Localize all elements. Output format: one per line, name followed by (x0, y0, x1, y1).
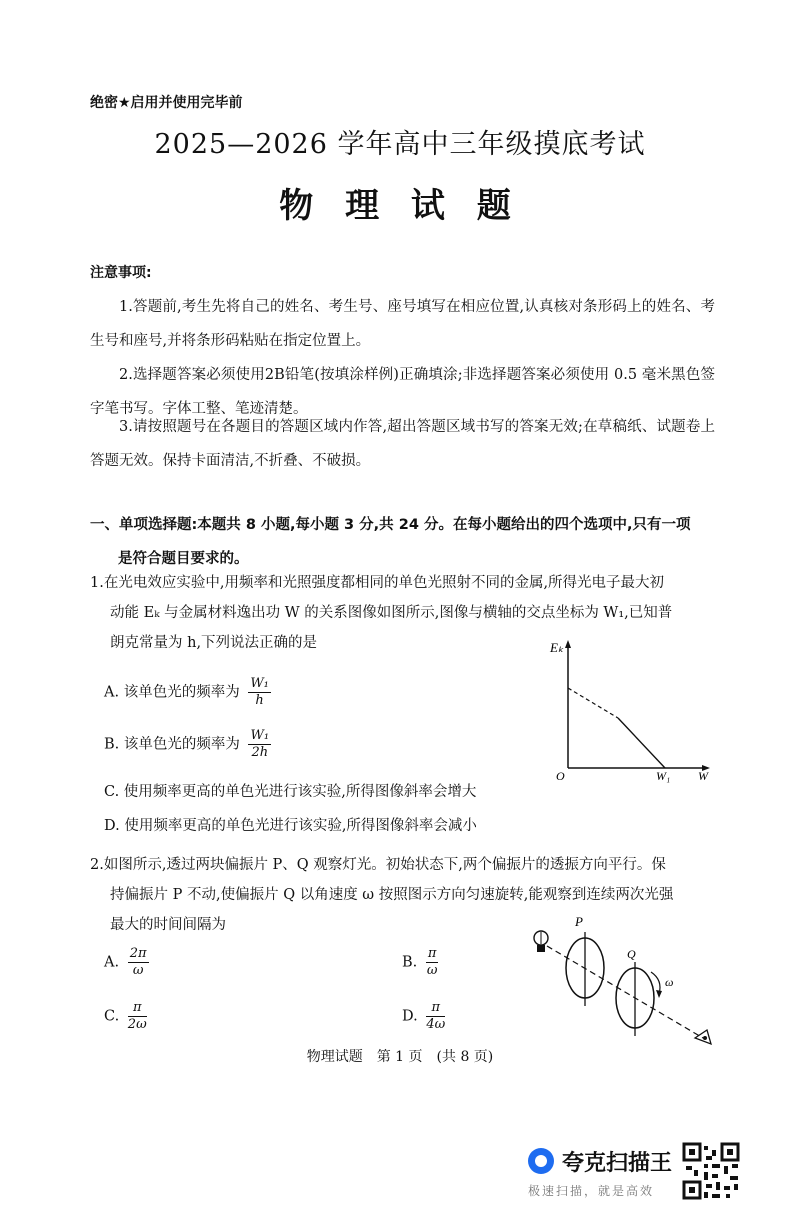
subject-title: 物 理 试 题 (279, 186, 521, 226)
q1-option-a-fraction (248, 676, 271, 709)
q2-option-c[interactable] (104, 1000, 147, 1033)
graph-intercept-label: W₁ (656, 769, 671, 783)
q2-option-a-label: A. (104, 954, 120, 971)
q1-option-a[interactable] (104, 676, 271, 709)
q2-option-a-den: ω (132, 963, 144, 978)
q2-option-b-num: π (427, 946, 437, 961)
q2-option-a[interactable] (104, 946, 149, 979)
page-footer: 物理试题 第 1 页 (共 8 页) (306, 1049, 494, 1065)
q2-option-b-den: ω (426, 963, 438, 978)
graph-y-label: Eₖ (550, 640, 564, 655)
q1-option-b[interactable] (104, 728, 271, 761)
q2-option-d-num: π (426, 1000, 445, 1017)
scanner-logo-icon (528, 1148, 554, 1174)
q2-line1: 2.如图所示,透过两块偏振片 P、Q 观察灯光。初始状态下,两个偏振片的透振方向平行。保 (90, 857, 666, 873)
q1-option-b-text: B. 该单色光的频率为 (104, 736, 240, 753)
q2-option-d[interactable] (402, 1000, 445, 1033)
q1-graph (540, 636, 720, 786)
section-heading (90, 508, 718, 576)
confidential-label: 绝密★启用并使用完毕前 (90, 95, 243, 111)
section-heading-line1: 一、单项选择题:本题共 8 小题,每小题 3 分,共 24 分。在每小题给出的四个选项中,只有一项 (90, 517, 691, 533)
q2-option-b[interactable] (402, 946, 438, 979)
scanner-name: 夸克扫描王 (562, 1151, 673, 1176)
scanner-watermark (520, 1142, 740, 1202)
q2-line2: 持偏振片 P 不动,使偏振片 Q 以角速度 ω 按照图示方向匀速旋转,能观察到连续两次光强 (110, 887, 674, 903)
q2-option-d-den: 4ω (426, 1017, 446, 1032)
polarizer-p-label: P (575, 914, 583, 929)
y-axis-arrow-icon (565, 640, 571, 648)
q1-option-a-den: h (255, 693, 264, 708)
rotation-arrowhead-icon (656, 990, 662, 998)
graph-line-dashed (568, 688, 618, 718)
graph-origin-label: O (556, 769, 565, 783)
q2-option-a-fraction (128, 946, 149, 979)
q1-option-a-text: A. 该单色光的频率为 (104, 684, 240, 701)
q2-option-d-label: D. (402, 1008, 418, 1025)
q2-line3: 最大的时间间隔为 (110, 917, 226, 933)
graph-x-label: W (698, 769, 708, 783)
omega-label: ω (665, 975, 674, 989)
q1-line1: 1.在光电效应实验中,用频率和光照强度都相同的单色光照射不同的金属,所得光电子最大初 (90, 575, 665, 591)
q2-option-a-num: 2π (129, 946, 147, 961)
q1-option-b-den: 2h (251, 745, 269, 760)
note-item-2: 2.选择题答案必须使用2B铅笔(按填涂样例)正确填涂;非选择题答案必须使用 0.5 毫米黑色签字笔书写。字体工整、笔迹清楚。 (90, 367, 715, 417)
q1-option-a-num: W₁ (250, 676, 269, 691)
q1-option-b-fraction (248, 728, 271, 761)
q2-option-c-den: 2ω (127, 1017, 147, 1032)
note-item-1: 1.答题前,考生先将自己的姓名、考生号、座号填写在相应位置,认真核对条形码上的姓名、考生号和座号,并将条形码粘贴在指定位置上。 (90, 299, 715, 349)
q2-option-c-num: π (128, 1000, 147, 1017)
q2-option-c-label: C. (104, 1008, 120, 1025)
q1-option-b-num: W₁ (250, 728, 270, 743)
q1-option-d[interactable]: D. 使用频率更高的单色光进行该实验,所得图像斜率会减小 (104, 818, 477, 834)
q2-option-d-fraction (426, 1000, 445, 1033)
qr-code-icon (682, 1142, 740, 1200)
section-heading-line2: 是符合题目要求的。 (118, 551, 249, 567)
exam-title: 2025—2026 学年高中三年级摸底考试 (154, 129, 646, 160)
q1-line2: 动能 Eₖ 与金属材料逸出功 W 的关系图像如图所示,图像与横轴的交点坐标为 W₁,已知普 (110, 605, 673, 621)
note-item-3: 3.请按照题号在各题目的答题区域内作答,超出答题区域书写的答案无效;在草稿纸、试题卷上答题无效。保持卡面清洁,不折叠、不破损。 (90, 419, 715, 469)
q2-option-c-fraction (128, 1000, 147, 1033)
q2-option-b-fraction (426, 946, 439, 979)
q2-figure (525, 910, 725, 1055)
eye-icon (695, 1030, 711, 1044)
q2-option-b-label: B. (402, 954, 418, 971)
notes-heading: 注意事项: (90, 265, 152, 281)
graph-line-solid (618, 718, 665, 768)
polarizer-q-label: Q (627, 947, 636, 961)
scanner-slogan: 极速扫描，就是高效 (528, 1184, 655, 1198)
q1-line3: 朗克常量为 h,下列说法正确的是 (110, 635, 318, 651)
q1-option-c[interactable]: C. 使用频率更高的单色光进行该实验,所得图像斜率会增大 (104, 784, 477, 800)
lamp-icon (534, 931, 548, 952)
